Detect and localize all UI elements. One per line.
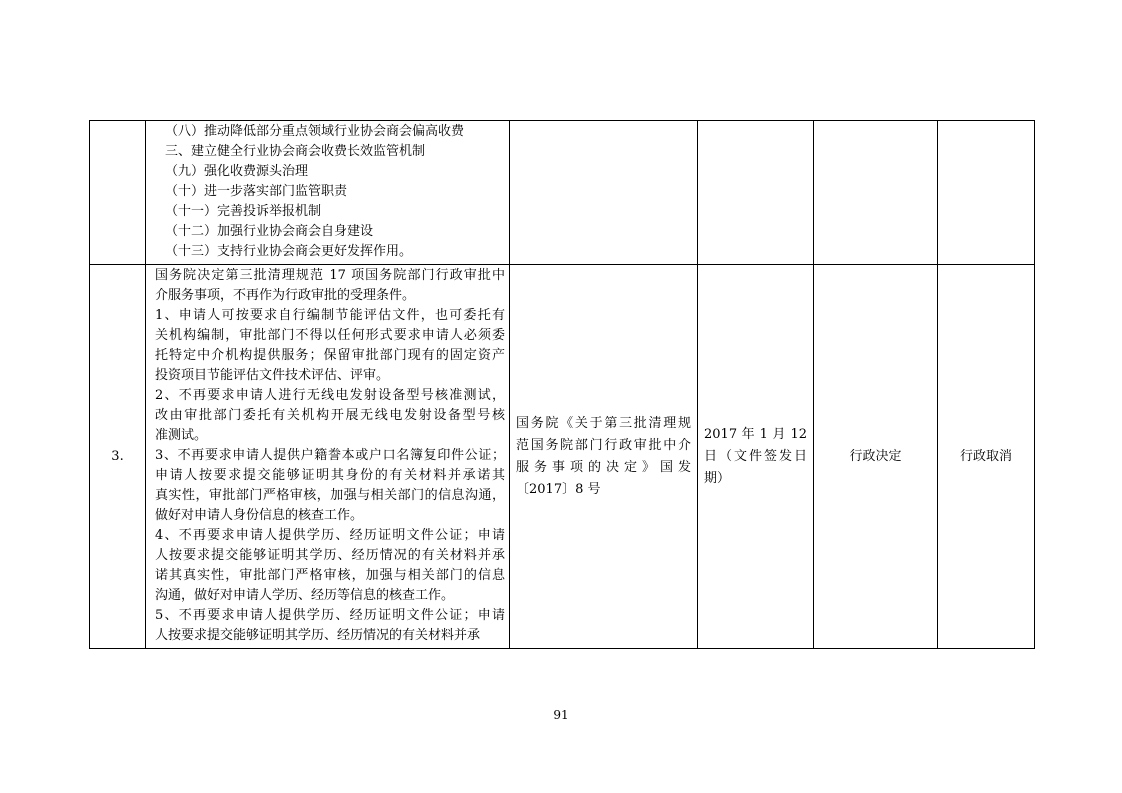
- date-lines: [698, 424, 813, 490]
- content-line: （八）推动降低部分重点领域行业协会商会偏高收费: [165, 124, 465, 139]
- basis-line: 服务事项的决定》国发: [516, 459, 691, 475]
- basis-line: 国务院《关于第三批清理规: [516, 415, 691, 431]
- content-line: 5、不再要求申请人提供学历、经历证明文件公证；申请: [155, 608, 505, 623]
- content-line: （十一）完善投诉举报机制: [165, 204, 322, 219]
- row-number-cell: [90, 265, 146, 649]
- content-line: 人按要求提交能够证明其学历、经历情况的有关材料并承: [155, 548, 505, 563]
- row-number: 3.: [111, 448, 124, 464]
- content-line: （十）进一步落实部门监管职责: [165, 184, 348, 199]
- content-line: 关机构编制，审批部门不得以任何形式要求申请人必须委: [155, 328, 505, 343]
- content-line: 1、申请人可按要求自行编制节能评估文件，也可委托有: [155, 308, 505, 323]
- type-text: 行政决定: [849, 448, 902, 464]
- type-cell: [814, 265, 938, 649]
- row-number-cell: [90, 121, 146, 265]
- date-cell: [698, 265, 814, 649]
- basis-cell: [510, 265, 698, 649]
- content-line: 投资项目节能评估文件技术评估、评审。: [155, 368, 390, 383]
- content-cell: [146, 121, 510, 265]
- content-line: （十二）加强行业协会商会自身建设: [165, 224, 374, 239]
- basis-line: 〔2017〕8 号: [516, 481, 601, 497]
- type-cell: [814, 121, 938, 265]
- content-line: 改由审批部门委托有关机构开展无线电发射设备型号核: [155, 408, 505, 423]
- content-line: 国务院决定第三批清理规范 17 项国务院部门行政审批中: [155, 268, 505, 283]
- content-line: 申请人按要求提交能够证明其身份的有关材料并承诺其: [155, 468, 505, 483]
- content-line: 真实性，审批部门严格审核，加强与相关部门的信息沟通，: [155, 488, 505, 503]
- content-line: 诺其真实性，审批部门严格审核，加强与相关部门的信息: [155, 568, 505, 583]
- basis-lines: [510, 413, 697, 501]
- basis-line: 范国务院部门行政审批中介: [516, 437, 691, 453]
- content-line: 4、不再要求申请人提供学历、经历证明文件公证；申请: [155, 528, 505, 543]
- basis-cell: [510, 121, 698, 265]
- date-line: 日（文件签发日: [704, 448, 807, 464]
- content-line: 准测试。: [155, 428, 208, 443]
- content-lines: [146, 265, 509, 648]
- content-cell: [146, 265, 510, 649]
- content-line: 托特定中介机构提供服务；保留审批部门现有的固定资产: [155, 348, 505, 363]
- regulation-table: [89, 120, 1035, 649]
- result-cell: [938, 265, 1035, 649]
- content-line: 沟通，做好对申请人学历、经历等信息的核查工作。: [155, 588, 455, 603]
- content-line: 做好对申请人身份信息的核查工作。: [155, 508, 364, 523]
- date-line: 期）: [704, 470, 731, 486]
- content-line: （十三）支持行业协会商会更好发挥作用。: [165, 244, 413, 259]
- content-line: 3、不再要求申请人提供户籍誊本或户口名簿复印件公证；: [155, 448, 505, 463]
- date-cell: [698, 121, 814, 265]
- table-row: [90, 121, 1035, 265]
- result-cell: [938, 121, 1035, 265]
- result-text: 行政取消: [959, 448, 1012, 464]
- content-lines: [146, 121, 509, 264]
- content-line: （九）强化收费源头治理: [165, 164, 309, 179]
- date-line: 2017 年 1 月 12: [704, 426, 807, 442]
- content-line: 介服务事项，不再作为行政审批的受理条件。: [155, 288, 416, 303]
- page-number: 91: [553, 708, 569, 722]
- content-line: 人按要求提交能够证明其学历、经历情况的有关材料并承: [155, 628, 481, 643]
- content-line: 三、建立健全行业协会商会收费长效监管机制: [165, 144, 426, 159]
- content-line: 2、不再要求申请人进行无线电发射设备型号核准测试，: [155, 388, 505, 403]
- table-row: [90, 265, 1035, 649]
